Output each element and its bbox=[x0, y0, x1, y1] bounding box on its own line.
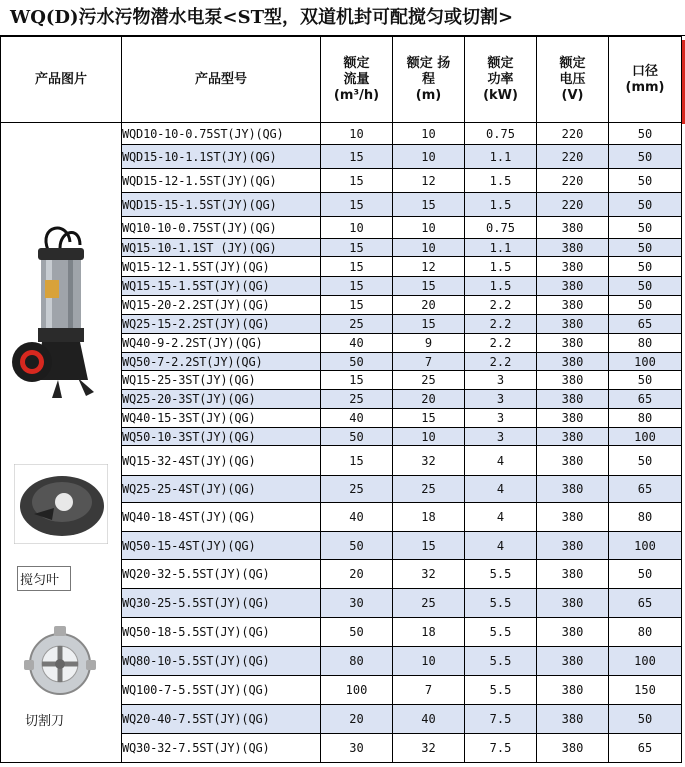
flow-cell: 15 bbox=[321, 371, 393, 390]
pump-image bbox=[8, 220, 108, 400]
header-image: 产品图片 bbox=[1, 37, 122, 123]
voltage-cell: 380 bbox=[537, 705, 609, 734]
model-cell: WQD10-10-0.75ST(JY)(QG) bbox=[122, 123, 321, 145]
model-cell: WQD15-15-1.5ST(JY)(QG) bbox=[122, 193, 321, 217]
header-flow-line2: 流量 bbox=[343, 71, 370, 87]
model-cell: WQD15-10-1.1ST(JY)(QG) bbox=[122, 145, 321, 169]
header-power-line3: (kW) bbox=[483, 87, 518, 103]
voltage-cell: 380 bbox=[537, 618, 609, 647]
model-cell: WQ100-7-5.5ST(JY)(QG) bbox=[122, 676, 321, 705]
caliber-cell: 80 bbox=[609, 503, 682, 532]
product-images bbox=[0, 124, 121, 764]
voltage-cell: 380 bbox=[537, 734, 609, 763]
power-cell: 1.1 bbox=[465, 239, 537, 257]
head-cell: 20 bbox=[393, 296, 465, 315]
voltage-cell: 380 bbox=[537, 409, 609, 428]
caliber-cell: 80 bbox=[609, 334, 682, 353]
flow-cell: 40 bbox=[321, 503, 393, 532]
caliber-cell: 65 bbox=[609, 390, 682, 409]
caliber-cell: 65 bbox=[609, 734, 682, 763]
voltage-cell: 380 bbox=[537, 532, 609, 560]
head-cell: 9 bbox=[393, 334, 465, 353]
power-cell: 1.5 bbox=[465, 193, 537, 217]
voltage-cell: 380 bbox=[537, 371, 609, 390]
header-voltage-line3: (V) bbox=[561, 87, 584, 103]
flow-cell: 40 bbox=[321, 409, 393, 428]
head-cell: 15 bbox=[393, 315, 465, 334]
voltage-cell: 380 bbox=[537, 277, 609, 296]
header-power-line2: 功率 bbox=[487, 71, 514, 87]
voltage-cell: 220 bbox=[537, 193, 609, 217]
caliber-cell: 100 bbox=[609, 647, 682, 676]
header-caliber bbox=[609, 37, 682, 123]
flow-cell: 30 bbox=[321, 589, 393, 618]
model-cell: WQ50-18-5.5ST(JY)(QG) bbox=[122, 618, 321, 647]
flow-cell: 50 bbox=[321, 353, 393, 371]
voltage-cell: 380 bbox=[537, 647, 609, 676]
voltage-cell: 380 bbox=[537, 315, 609, 334]
power-cell: 2.2 bbox=[465, 353, 537, 371]
caliber-cell: 65 bbox=[609, 476, 682, 503]
flow-cell: 15 bbox=[321, 446, 393, 476]
model-cell: WQ50-7-2.2ST(JY)(QG) bbox=[122, 353, 321, 371]
model-cell: WQ20-32-5.5ST(JY)(QG) bbox=[122, 560, 321, 589]
model-cell: WQ40-15-3ST(JY)(QG) bbox=[122, 409, 321, 428]
caliber-cell: 50 bbox=[609, 145, 682, 169]
header-power bbox=[465, 37, 537, 123]
voltage-cell: 380 bbox=[537, 390, 609, 409]
head-cell: 10 bbox=[393, 123, 465, 145]
voltage-cell: 380 bbox=[537, 476, 609, 503]
flow-cell: 25 bbox=[321, 315, 393, 334]
model-cell: WQ25-25-4ST(JY)(QG) bbox=[122, 476, 321, 503]
voltage-cell: 380 bbox=[537, 676, 609, 705]
head-cell: 15 bbox=[393, 277, 465, 296]
power-cell: 7.5 bbox=[465, 734, 537, 763]
caliber-cell: 65 bbox=[609, 589, 682, 618]
header-caliber-line2: (mm) bbox=[625, 79, 665, 95]
head-cell: 10 bbox=[393, 217, 465, 239]
power-cell: 7.5 bbox=[465, 705, 537, 734]
head-cell: 32 bbox=[393, 734, 465, 763]
model-cell: WQ40-18-4ST(JY)(QG) bbox=[122, 503, 321, 532]
voltage-cell: 380 bbox=[537, 589, 609, 618]
cutter-label: 切割刀 bbox=[25, 714, 65, 729]
flow-cell: 80 bbox=[321, 647, 393, 676]
model-cell: WQ15-10-1.1ST (JY)(QG) bbox=[122, 239, 321, 257]
model-cell: WQ50-10-3ST(JY)(QG) bbox=[122, 428, 321, 446]
power-cell: 5.5 bbox=[465, 647, 537, 676]
caliber-cell: 50 bbox=[609, 217, 682, 239]
caliber-cell: 50 bbox=[609, 239, 682, 257]
head-cell: 18 bbox=[393, 503, 465, 532]
power-cell: 3 bbox=[465, 428, 537, 446]
model-cell: WQ25-15-2.2ST(JY)(QG) bbox=[122, 315, 321, 334]
head-cell: 40 bbox=[393, 705, 465, 734]
flow-cell: 20 bbox=[321, 705, 393, 734]
caliber-cell: 50 bbox=[609, 446, 682, 476]
caliber-cell: 80 bbox=[609, 618, 682, 647]
caliber-cell: 150 bbox=[609, 676, 682, 705]
flow-cell: 30 bbox=[321, 734, 393, 763]
power-cell: 3 bbox=[465, 390, 537, 409]
head-cell: 15 bbox=[393, 532, 465, 560]
header-model: 产品型号 bbox=[122, 37, 321, 123]
head-cell: 15 bbox=[393, 193, 465, 217]
stirrer-image bbox=[14, 464, 108, 544]
power-cell: 0.75 bbox=[465, 123, 537, 145]
header-power-line1: 额定 bbox=[487, 55, 514, 71]
caliber-cell: 50 bbox=[609, 560, 682, 589]
power-cell: 2.2 bbox=[465, 315, 537, 334]
head-cell: 7 bbox=[393, 353, 465, 371]
head-cell: 25 bbox=[393, 589, 465, 618]
model-cell: WQD15-12-1.5ST(JY)(QG) bbox=[122, 169, 321, 193]
head-cell: 25 bbox=[393, 371, 465, 390]
power-cell: 4 bbox=[465, 503, 537, 532]
head-cell: 10 bbox=[393, 145, 465, 169]
caliber-cell: 80 bbox=[609, 409, 682, 428]
head-cell: 20 bbox=[393, 390, 465, 409]
model-cell: WQ15-25-3ST(JY)(QG) bbox=[122, 371, 321, 390]
model-cell: WQ15-12-1.5ST(JY)(QG) bbox=[122, 257, 321, 277]
cutter-image bbox=[22, 624, 98, 706]
power-cell: 2.2 bbox=[465, 334, 537, 353]
power-cell: 4 bbox=[465, 532, 537, 560]
flow-cell: 15 bbox=[321, 169, 393, 193]
header-voltage-line2: 电压 bbox=[559, 71, 586, 87]
model-cell: WQ20-40-7.5ST(JY)(QG) bbox=[122, 705, 321, 734]
flow-cell: 100 bbox=[321, 676, 393, 705]
caliber-cell: 50 bbox=[609, 169, 682, 193]
voltage-cell: 380 bbox=[537, 334, 609, 353]
power-cell: 0.75 bbox=[465, 217, 537, 239]
model-cell: WQ15-20-2.2ST(JY)(QG) bbox=[122, 296, 321, 315]
power-cell: 1.5 bbox=[465, 257, 537, 277]
head-cell: 10 bbox=[393, 239, 465, 257]
power-cell: 1.1 bbox=[465, 145, 537, 169]
header-flow-line1: 额定 bbox=[343, 55, 370, 71]
table-header-row bbox=[1, 37, 682, 123]
head-cell: 12 bbox=[393, 169, 465, 193]
model-cell: WQ80-10-5.5ST(JY)(QG) bbox=[122, 647, 321, 676]
head-cell: 15 bbox=[393, 409, 465, 428]
header-head-line3: (m) bbox=[415, 87, 442, 103]
head-cell: 7 bbox=[393, 676, 465, 705]
voltage-cell: 220 bbox=[537, 145, 609, 169]
caliber-cell: 100 bbox=[609, 532, 682, 560]
flow-cell: 15 bbox=[321, 257, 393, 277]
power-cell: 4 bbox=[465, 476, 537, 503]
header-head-line1: 额定 扬 bbox=[406, 55, 451, 71]
flow-cell: 10 bbox=[321, 217, 393, 239]
flow-cell: 15 bbox=[321, 296, 393, 315]
voltage-cell: 380 bbox=[537, 503, 609, 532]
voltage-cell: 380 bbox=[537, 446, 609, 476]
power-cell: 1.5 bbox=[465, 277, 537, 296]
power-cell: 4 bbox=[465, 446, 537, 476]
model-cell: WQ30-25-5.5ST(JY)(QG) bbox=[122, 589, 321, 618]
caliber-cell: 100 bbox=[609, 353, 682, 371]
flow-cell: 50 bbox=[321, 532, 393, 560]
caliber-cell: 50 bbox=[609, 371, 682, 390]
flow-cell: 15 bbox=[321, 145, 393, 169]
flow-cell: 25 bbox=[321, 390, 393, 409]
caliber-cell: 50 bbox=[609, 705, 682, 734]
power-cell: 5.5 bbox=[465, 618, 537, 647]
header-flow-line3: (m³/h) bbox=[333, 87, 380, 103]
flow-cell: 40 bbox=[321, 334, 393, 353]
flow-cell: 15 bbox=[321, 193, 393, 217]
head-cell: 32 bbox=[393, 446, 465, 476]
voltage-cell: 220 bbox=[537, 123, 609, 145]
caliber-cell: 50 bbox=[609, 193, 682, 217]
voltage-cell: 220 bbox=[537, 169, 609, 193]
header-caliber-line1: 口径 bbox=[631, 63, 658, 79]
head-cell: 25 bbox=[393, 476, 465, 503]
flow-cell: 15 bbox=[321, 239, 393, 257]
voltage-cell: 380 bbox=[537, 560, 609, 589]
voltage-cell: 380 bbox=[537, 353, 609, 371]
model-cell: WQ25-20-3ST(JY)(QG) bbox=[122, 390, 321, 409]
flow-cell: 20 bbox=[321, 560, 393, 589]
model-cell: WQ30-32-7.5ST(JY)(QG) bbox=[122, 734, 321, 763]
voltage-cell: 380 bbox=[537, 239, 609, 257]
voltage-cell: 380 bbox=[537, 217, 609, 239]
flow-cell: 50 bbox=[321, 618, 393, 647]
power-cell: 1.5 bbox=[465, 169, 537, 193]
header-flow bbox=[321, 37, 393, 123]
power-cell: 5.5 bbox=[465, 560, 537, 589]
caliber-cell: 65 bbox=[609, 315, 682, 334]
head-cell: 12 bbox=[393, 257, 465, 277]
model-cell: WQ10-10-0.75ST(JY)(QG) bbox=[122, 217, 321, 239]
power-cell: 3 bbox=[465, 371, 537, 390]
caliber-cell: 50 bbox=[609, 257, 682, 277]
flow-cell: 10 bbox=[321, 123, 393, 145]
head-cell: 10 bbox=[393, 428, 465, 446]
head-cell: 18 bbox=[393, 618, 465, 647]
header-head bbox=[393, 37, 465, 123]
voltage-cell: 380 bbox=[537, 296, 609, 315]
power-cell: 2.2 bbox=[465, 296, 537, 315]
caliber-cell: 50 bbox=[609, 277, 682, 296]
header-voltage bbox=[537, 37, 609, 123]
header-voltage-line1: 额定 bbox=[559, 55, 586, 71]
power-cell: 5.5 bbox=[465, 676, 537, 705]
model-cell: WQ15-32-4ST(JY)(QG) bbox=[122, 446, 321, 476]
page-title: WQ(D)污水污物潜水电泵<ST型，双道机封可配搅匀或切割> bbox=[0, 0, 685, 36]
header-head-line2: 程 bbox=[421, 71, 435, 87]
caliber-cell: 50 bbox=[609, 296, 682, 315]
flow-cell: 50 bbox=[321, 428, 393, 446]
power-cell: 5.5 bbox=[465, 589, 537, 618]
voltage-cell: 380 bbox=[537, 428, 609, 446]
flow-cell: 25 bbox=[321, 476, 393, 503]
model-cell: WQ15-15-1.5ST(JY)(QG) bbox=[122, 277, 321, 296]
head-cell: 32 bbox=[393, 560, 465, 589]
flow-cell: 15 bbox=[321, 277, 393, 296]
voltage-cell: 380 bbox=[537, 257, 609, 277]
power-cell: 3 bbox=[465, 409, 537, 428]
model-cell: WQ40-9-2.2ST(JY)(QG) bbox=[122, 334, 321, 353]
model-cell: WQ50-15-4ST(JY)(QG) bbox=[122, 532, 321, 560]
caliber-cell: 50 bbox=[609, 123, 682, 145]
stirrer-label: 搅匀叶 bbox=[17, 566, 71, 591]
caliber-cell: 100 bbox=[609, 428, 682, 446]
head-cell: 10 bbox=[393, 647, 465, 676]
